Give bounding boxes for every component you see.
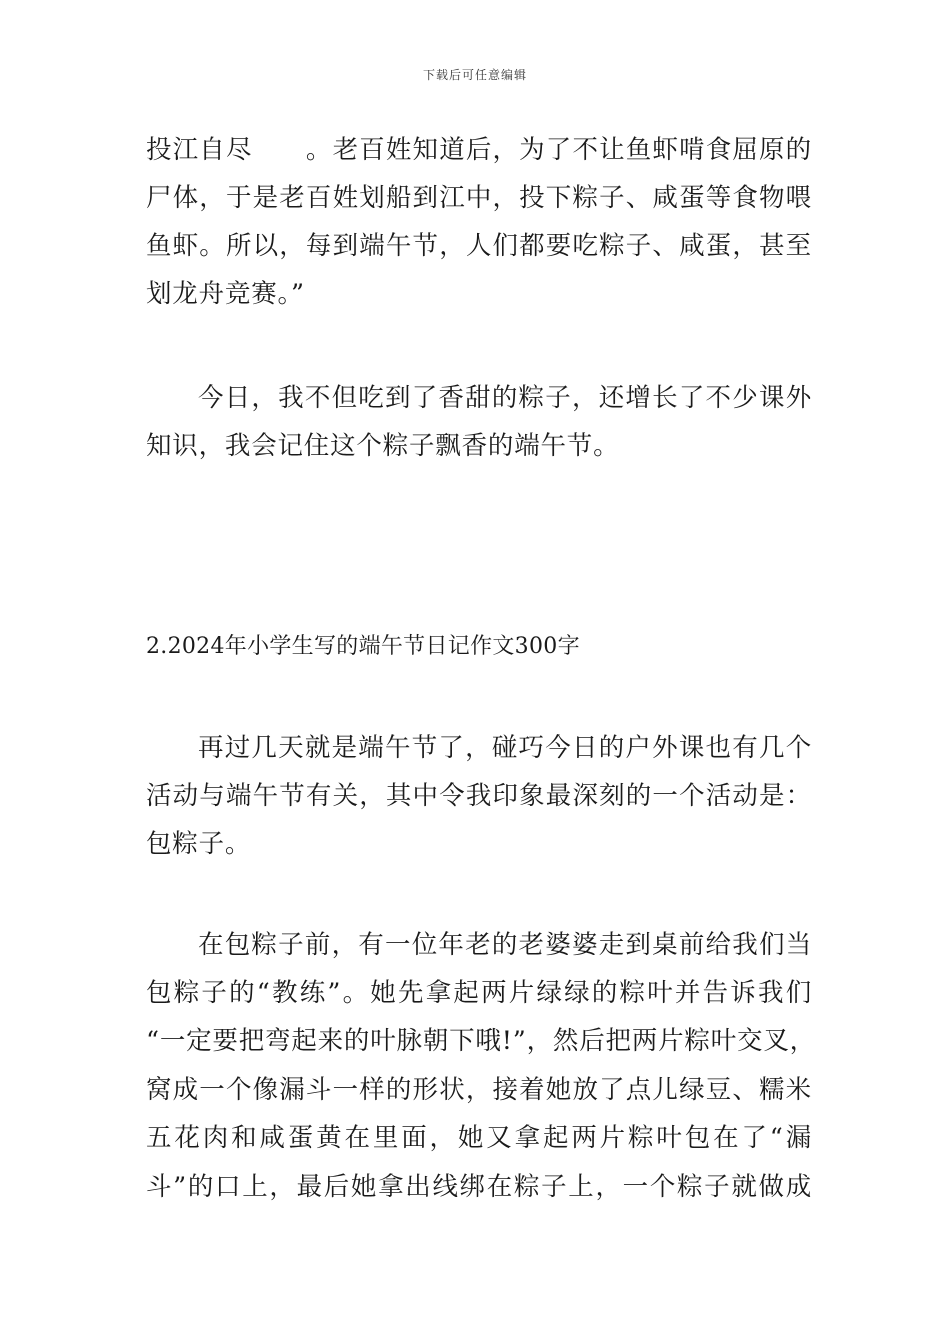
paragraph-2-line-1: 今日，我不但吃到了香甜的粽子，还增长了不少课外 (198, 383, 812, 413)
paragraph-1-line-4: 划龙舟竞赛。” (146, 279, 305, 309)
paragraph-4-line-6: 斗”的口上，最后她拿出线绑在粽子上，一个粽子就做成 (146, 1172, 812, 1202)
paragraph-3-line-2: 活动与端午节有关，其中令我印象最深刻的一个活动是： (146, 781, 812, 811)
paragraph-4-line-5: 五花肉和咸蛋黄在里面，她又拿起两片粽叶包在了“漏 (146, 1123, 812, 1153)
paragraph-1-line-3: 鱼虾。所以，每到端午节，人们都要吃粽子、咸蛋，甚至 (146, 231, 812, 261)
paragraph-4-line-3: “一定要把弯起来的叶脉朝下哦!”，然后把两片粽叶交叉， (146, 1026, 816, 1056)
paragraph-4-line-4: 窝成一个像漏斗一样的形状，接着她放了点儿绿豆、糯米 (146, 1075, 812, 1105)
paragraph-1-line-1: 投江自尽 。老百姓知道后，为了不让鱼虾啃食屈原的 (146, 135, 812, 165)
paragraph-3-line-1: 再过几天就是端午节了，碰巧今日的户外课也有几个 (198, 733, 812, 763)
paragraph-3-line-3: 包粽子。 (146, 829, 252, 859)
paragraph-1-line-2: 尸体，于是老百姓划船到江中，投下粽子、咸蛋等食物喂 (146, 183, 812, 213)
paragraph-4-line-1: 在包粽子前，有一位年老的老婆婆走到桌前给我们当 (198, 930, 812, 960)
paragraph-2-line-2: 知识，我会记住这个粽子飘香的端午节。 (146, 431, 620, 461)
page-header: 下载后可任意编辑 (422, 68, 527, 82)
paragraph-4-line-2: 包粽子的“教练”。她先拿起两片绿绿的粽叶并告诉我们 (146, 978, 812, 1008)
section-heading: 2.2024年小学生写的端午节日记作文300字 (146, 634, 580, 659)
